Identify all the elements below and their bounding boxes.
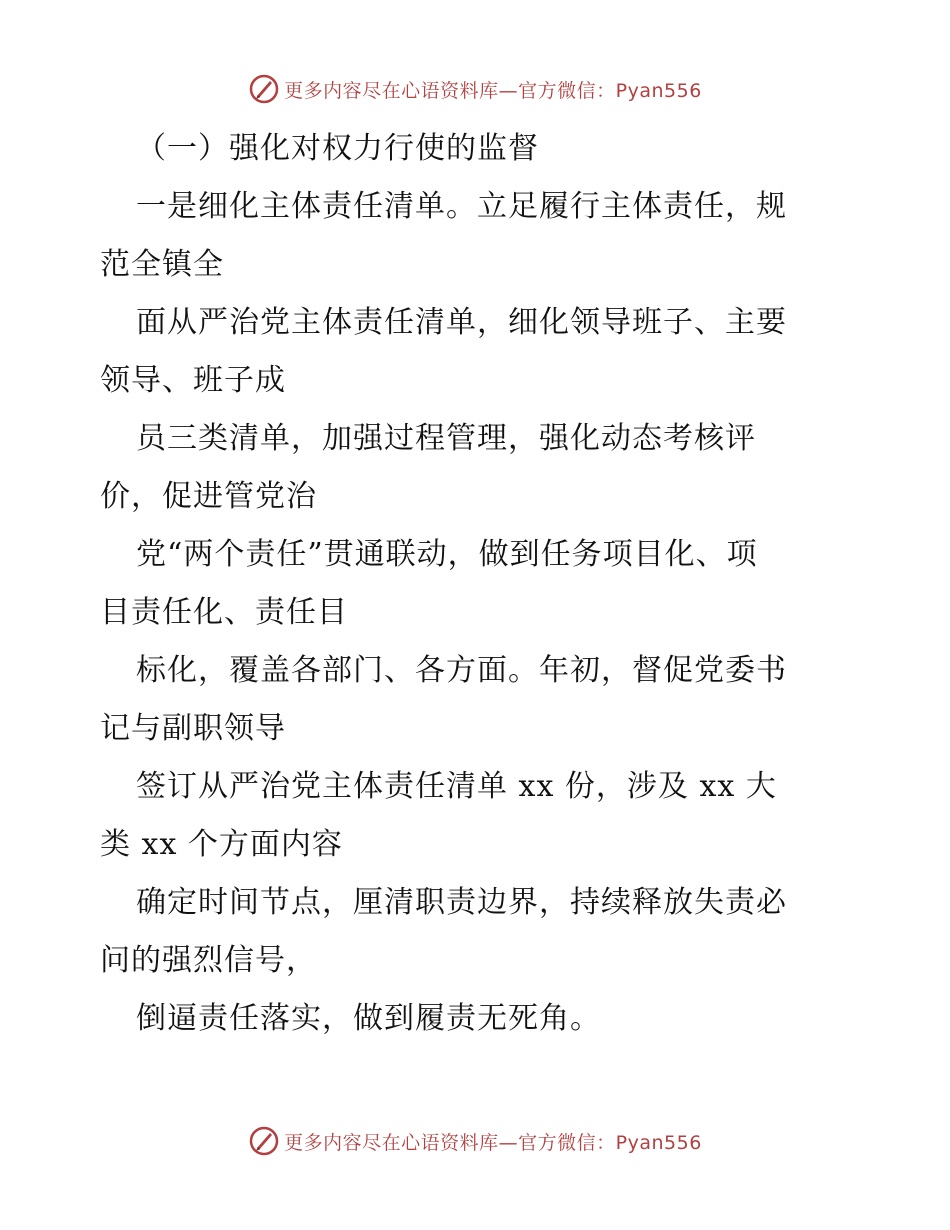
- paragraph-line: 面从严治党主体责任清单，细化领导班子、主要: [136, 305, 787, 340]
- paragraph-line: 员三类清单，加强过程管理，强化动态考核评: [136, 421, 756, 456]
- paragraph-line: 记与副职领导: [100, 711, 286, 746]
- paragraph-line: 确定时间节点，厘清职责边界，持续释放失责必: [136, 885, 787, 920]
- banner-text: 更多内容尽在心语资料库—官方微信：Pyan556: [284, 1131, 702, 1154]
- paragraph-line: 领导、班子成: [100, 363, 286, 398]
- paragraph-line: 类 xx 个方面内容: [100, 827, 343, 862]
- paragraph-line: 党“两个责任”贯通联动，做到任务项目化、项: [136, 537, 758, 572]
- paragraph-line: 范全镇全: [100, 247, 224, 282]
- header-banner: [0, 72, 950, 106]
- banner-text: 更多内容尽在心语资料库—官方微信：Pyan556: [284, 79, 702, 102]
- paragraph-line: 价，促进管党治: [100, 479, 317, 514]
- paragraph-line: 标化，覆盖各部门、各方面。年初，督促党委书: [136, 653, 787, 688]
- paragraph-line: 目责任化、责任目: [100, 595, 348, 630]
- quill-logo-icon: [248, 73, 280, 105]
- document-body: [100, 120, 852, 1048]
- quill-logo-icon: [248, 1125, 280, 1157]
- paragraph-line: 签订从严治党主体责任清单 xx 份，涉及 xx 大: [136, 769, 777, 804]
- paragraph-line: 倒逼责任落实，做到履责无死角。: [136, 1001, 601, 1036]
- paragraph-line: 问的强烈信号，: [100, 943, 317, 978]
- footer-banner: [0, 1124, 950, 1158]
- paragraph-line: 一是细化主体责任清单。立足履行主体责任，规: [136, 189, 787, 224]
- section-heading: （一）强化对权力行使的监督: [136, 131, 539, 166]
